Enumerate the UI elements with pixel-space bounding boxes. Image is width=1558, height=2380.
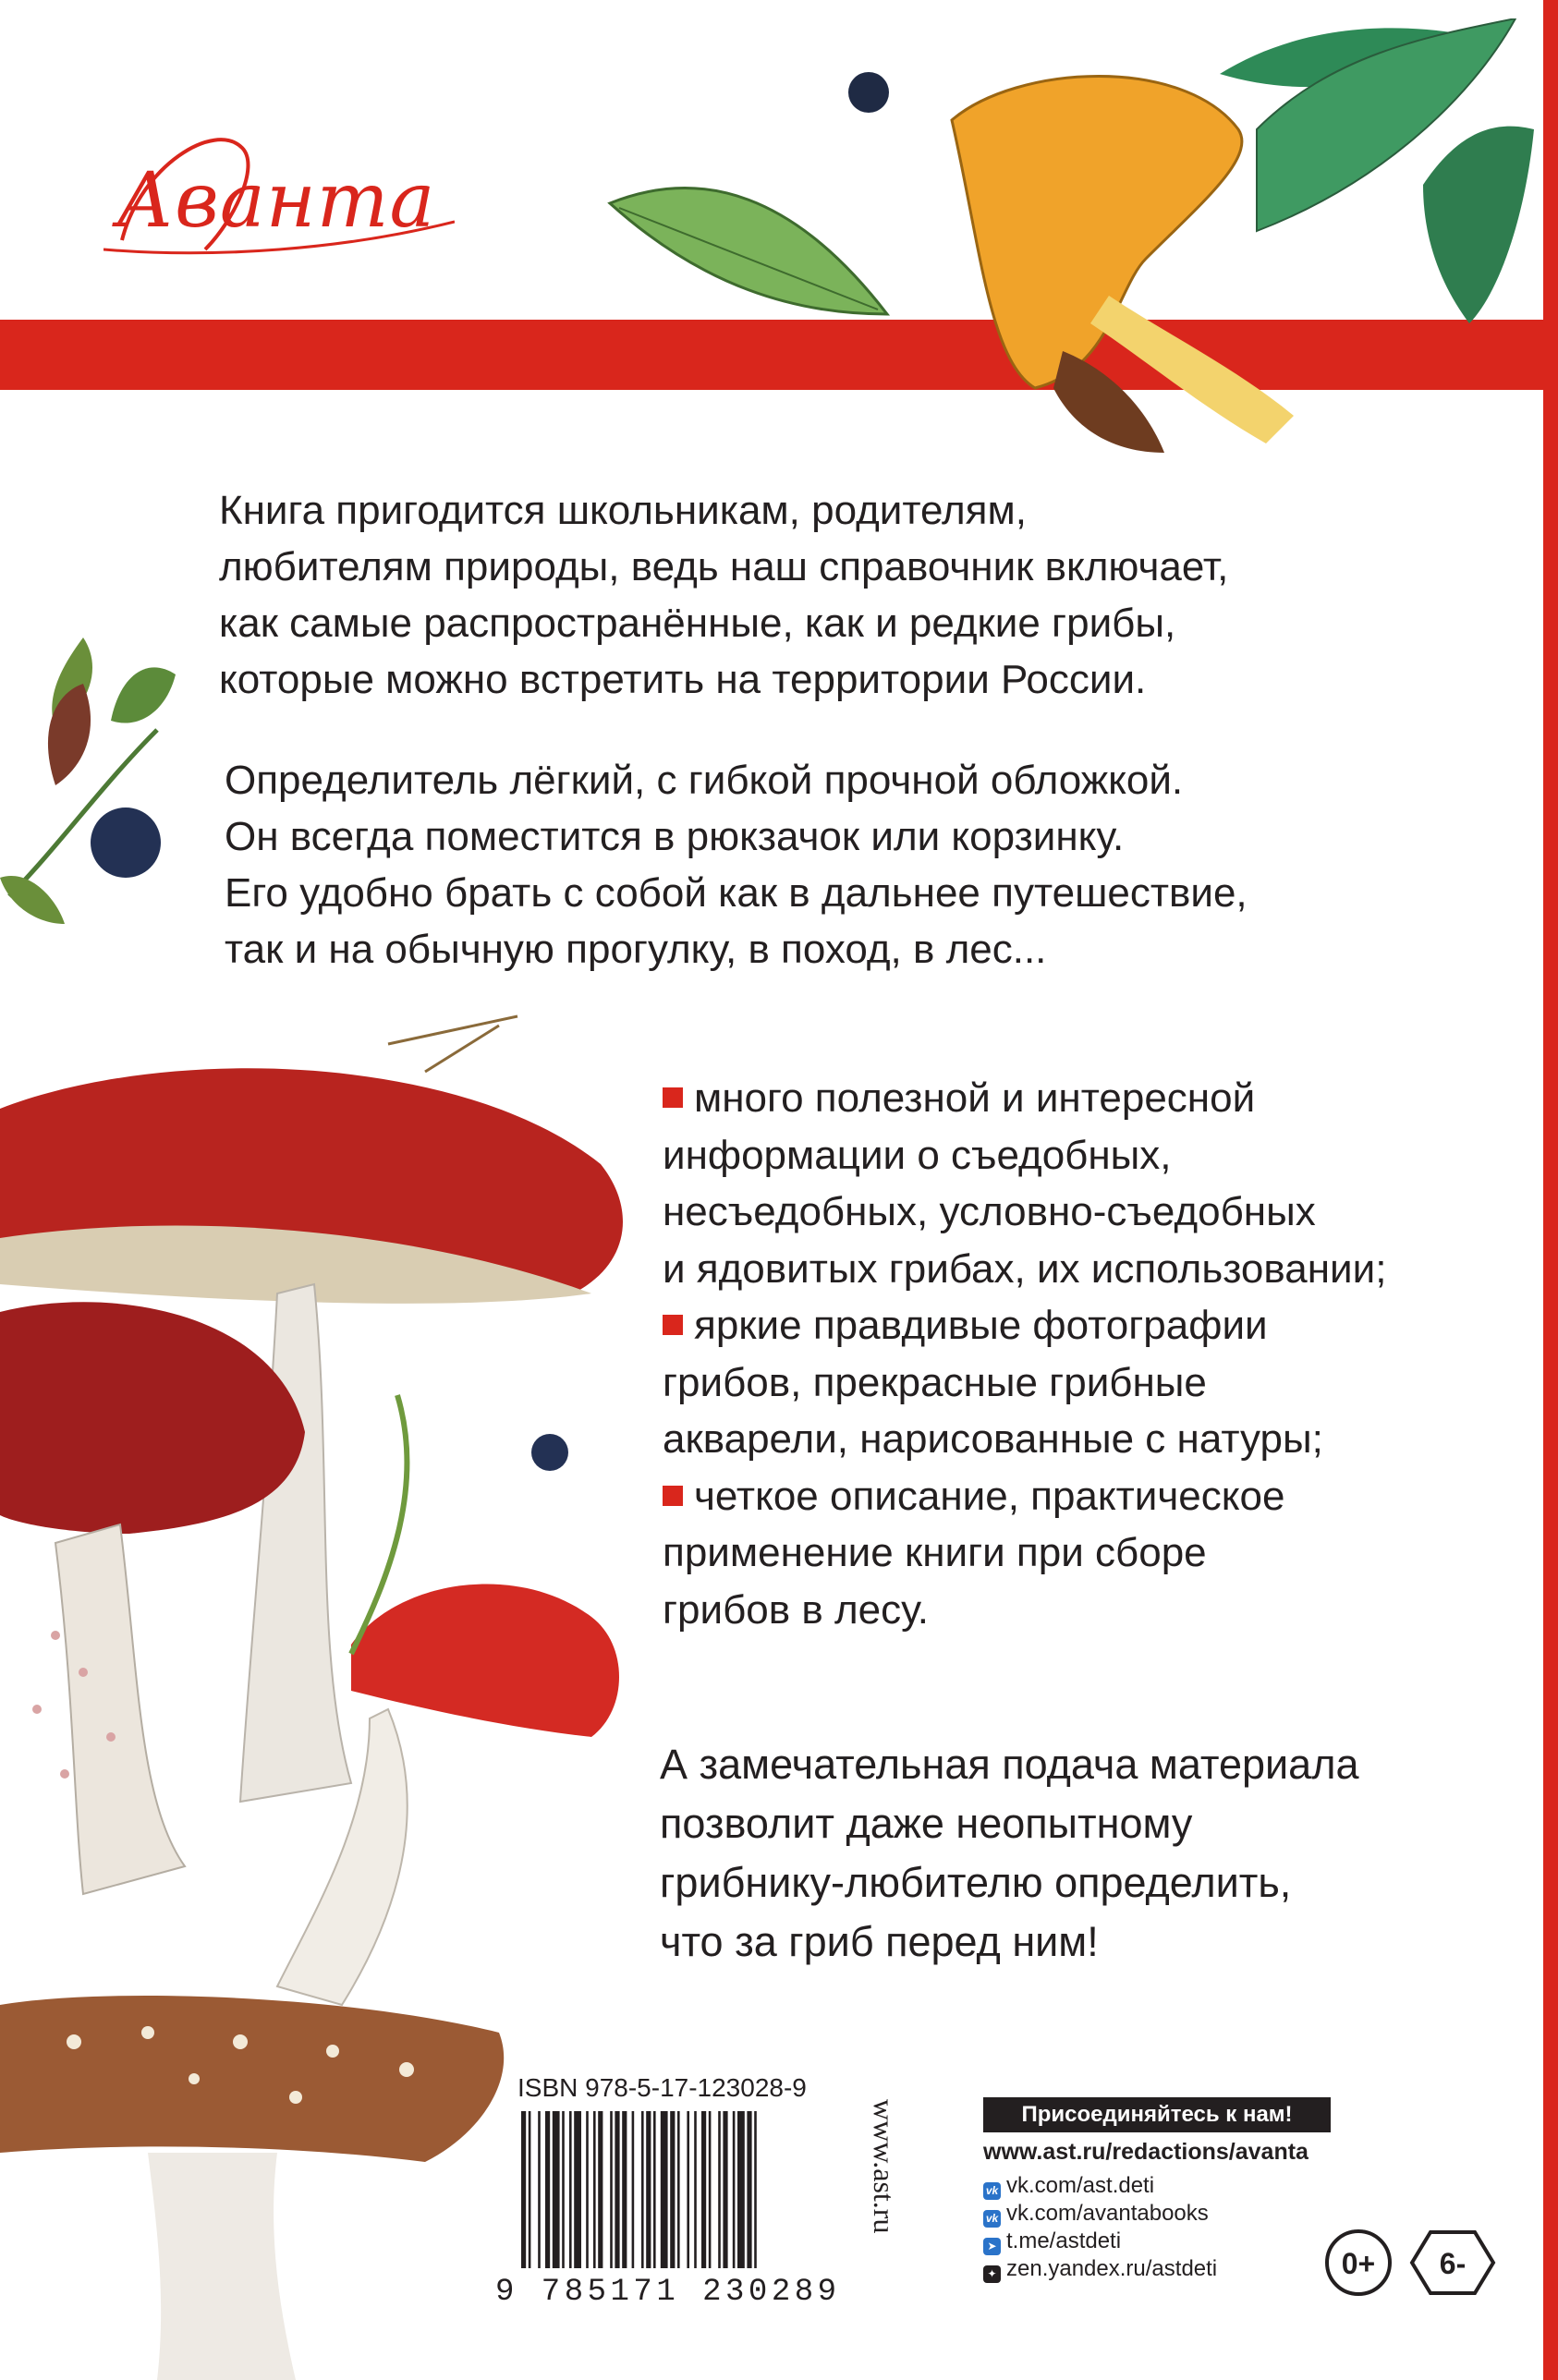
social-link-telegram[interactable]: ➤ t.me/astdeti	[983, 2228, 1217, 2255]
barcode-bar	[538, 2111, 541, 2268]
intro-paragraph: Книга пригодится школьникам, родителям, любителям природы, ведь наш справочник включает, как самые распространённые, как и редкие грибы, которые можно встретить на территории России.	[219, 488, 1229, 702]
age-rating-badge	[1321, 2228, 1395, 2297]
barcode-bar	[709, 2111, 712, 2268]
barcode-bar	[521, 2111, 526, 2268]
social-link-vk-avanta[interactable]: vk vk.com/avantabooks	[983, 2200, 1217, 2228]
publisher-site-vertical: www.ast.ru	[868, 2099, 901, 2234]
barcode-digits: 9 785171 230289	[495, 2275, 841, 2310]
barcode-bar	[733, 2111, 736, 2268]
barcode	[517, 2111, 832, 2268]
barcode-bar	[718, 2111, 721, 2268]
vk-icon: vk	[983, 2210, 1001, 2228]
barcode-bar	[586, 2111, 589, 2268]
closing-paragraph: А замечательная подача материала позволит даже неопытному грибнику-любителю определить, что за гриб перед ним!	[660, 1741, 1359, 1965]
barcode-bar	[574, 2111, 581, 2268]
social-links	[983, 2172, 1217, 2283]
barcode-bar	[747, 2111, 751, 2268]
publisher-link[interactable]: www.ast.ru/redactions/avanta	[983, 2139, 1308, 2165]
chanterelle-illustration	[591, 18, 1543, 499]
format-paragraph: Определитель лёгкий, с гибкой прочной обложкой. Он всегда поместится в рюкзачок или корзинку. Его удобно брать с собой как в дальнее путешествие, так и на обычную прогулку, в поход, в лес...	[225, 758, 1248, 972]
age-recommendation-text: 6-	[1439, 2247, 1467, 2280]
barcode-bar	[754, 2111, 757, 2268]
barcode-bar	[661, 2111, 668, 2268]
barcode-bar	[593, 2111, 596, 2268]
bullet-square-icon	[663, 1087, 683, 1108]
barcode-bar	[670, 2111, 675, 2268]
barcode-bar	[632, 2111, 635, 2268]
barcode-bar	[694, 2111, 697, 2268]
list-item: четкое описание, практическое применение книги при сборе грибов в лесу.	[663, 1473, 1285, 1633]
list-item: много полезной и интересной информации о съедобных, несъедобных, условно-съедобных и ядовитых грибах, их использовании;	[663, 1075, 1387, 1292]
barcode-bar	[598, 2111, 603, 2268]
barcode-bar	[569, 2111, 572, 2268]
barcode-bar	[622, 2111, 627, 2268]
barcode-bar	[737, 2111, 745, 2268]
bullet-square-icon	[663, 1486, 683, 1506]
isbn: ISBN 978-5-17-123028-9	[517, 2073, 807, 2102]
age-rating-text: 0+	[1341, 2247, 1376, 2280]
logo-text: Аванта	[116, 157, 436, 245]
barcode-bar	[545, 2111, 550, 2268]
barcode-bar	[641, 2111, 644, 2268]
barcode-bar	[677, 2111, 680, 2268]
bullet-square-icon	[663, 1315, 683, 1335]
barcode-bar	[529, 2111, 531, 2268]
red-edge	[1543, 0, 1558, 2380]
zen-icon: ✦	[983, 2265, 1001, 2283]
blueberry-sprig	[0, 619, 185, 933]
barcode-bar	[553, 2111, 560, 2268]
barcode-bar	[610, 2111, 613, 2268]
barcode-bar	[646, 2111, 651, 2268]
join-banner: Присоединяйтесь к нам!	[983, 2097, 1331, 2132]
barcode-bar	[723, 2111, 727, 2268]
barcode-bar	[687, 2111, 689, 2268]
social-link-vk-ast[interactable]: vk vk.com/ast.deti	[983, 2172, 1217, 2200]
vk-icon: vk	[983, 2182, 1001, 2200]
social-link-zen[interactable]: ✦ zen.yandex.ru/astdeti	[983, 2255, 1217, 2283]
feature-list	[663, 1070, 1386, 1638]
telegram-icon: ➤	[983, 2238, 1001, 2255]
list-item: яркие правдивые фотографии грибов, прекрасные грибные акварели, нарисованные с натуры;	[663, 1303, 1323, 1462]
age-recommendation-badge	[1408, 2228, 1497, 2297]
barcode-bar	[562, 2111, 565, 2268]
barcode-bar	[653, 2111, 656, 2268]
barcode-bar	[615, 2111, 619, 2268]
barcode-bar	[701, 2111, 706, 2268]
